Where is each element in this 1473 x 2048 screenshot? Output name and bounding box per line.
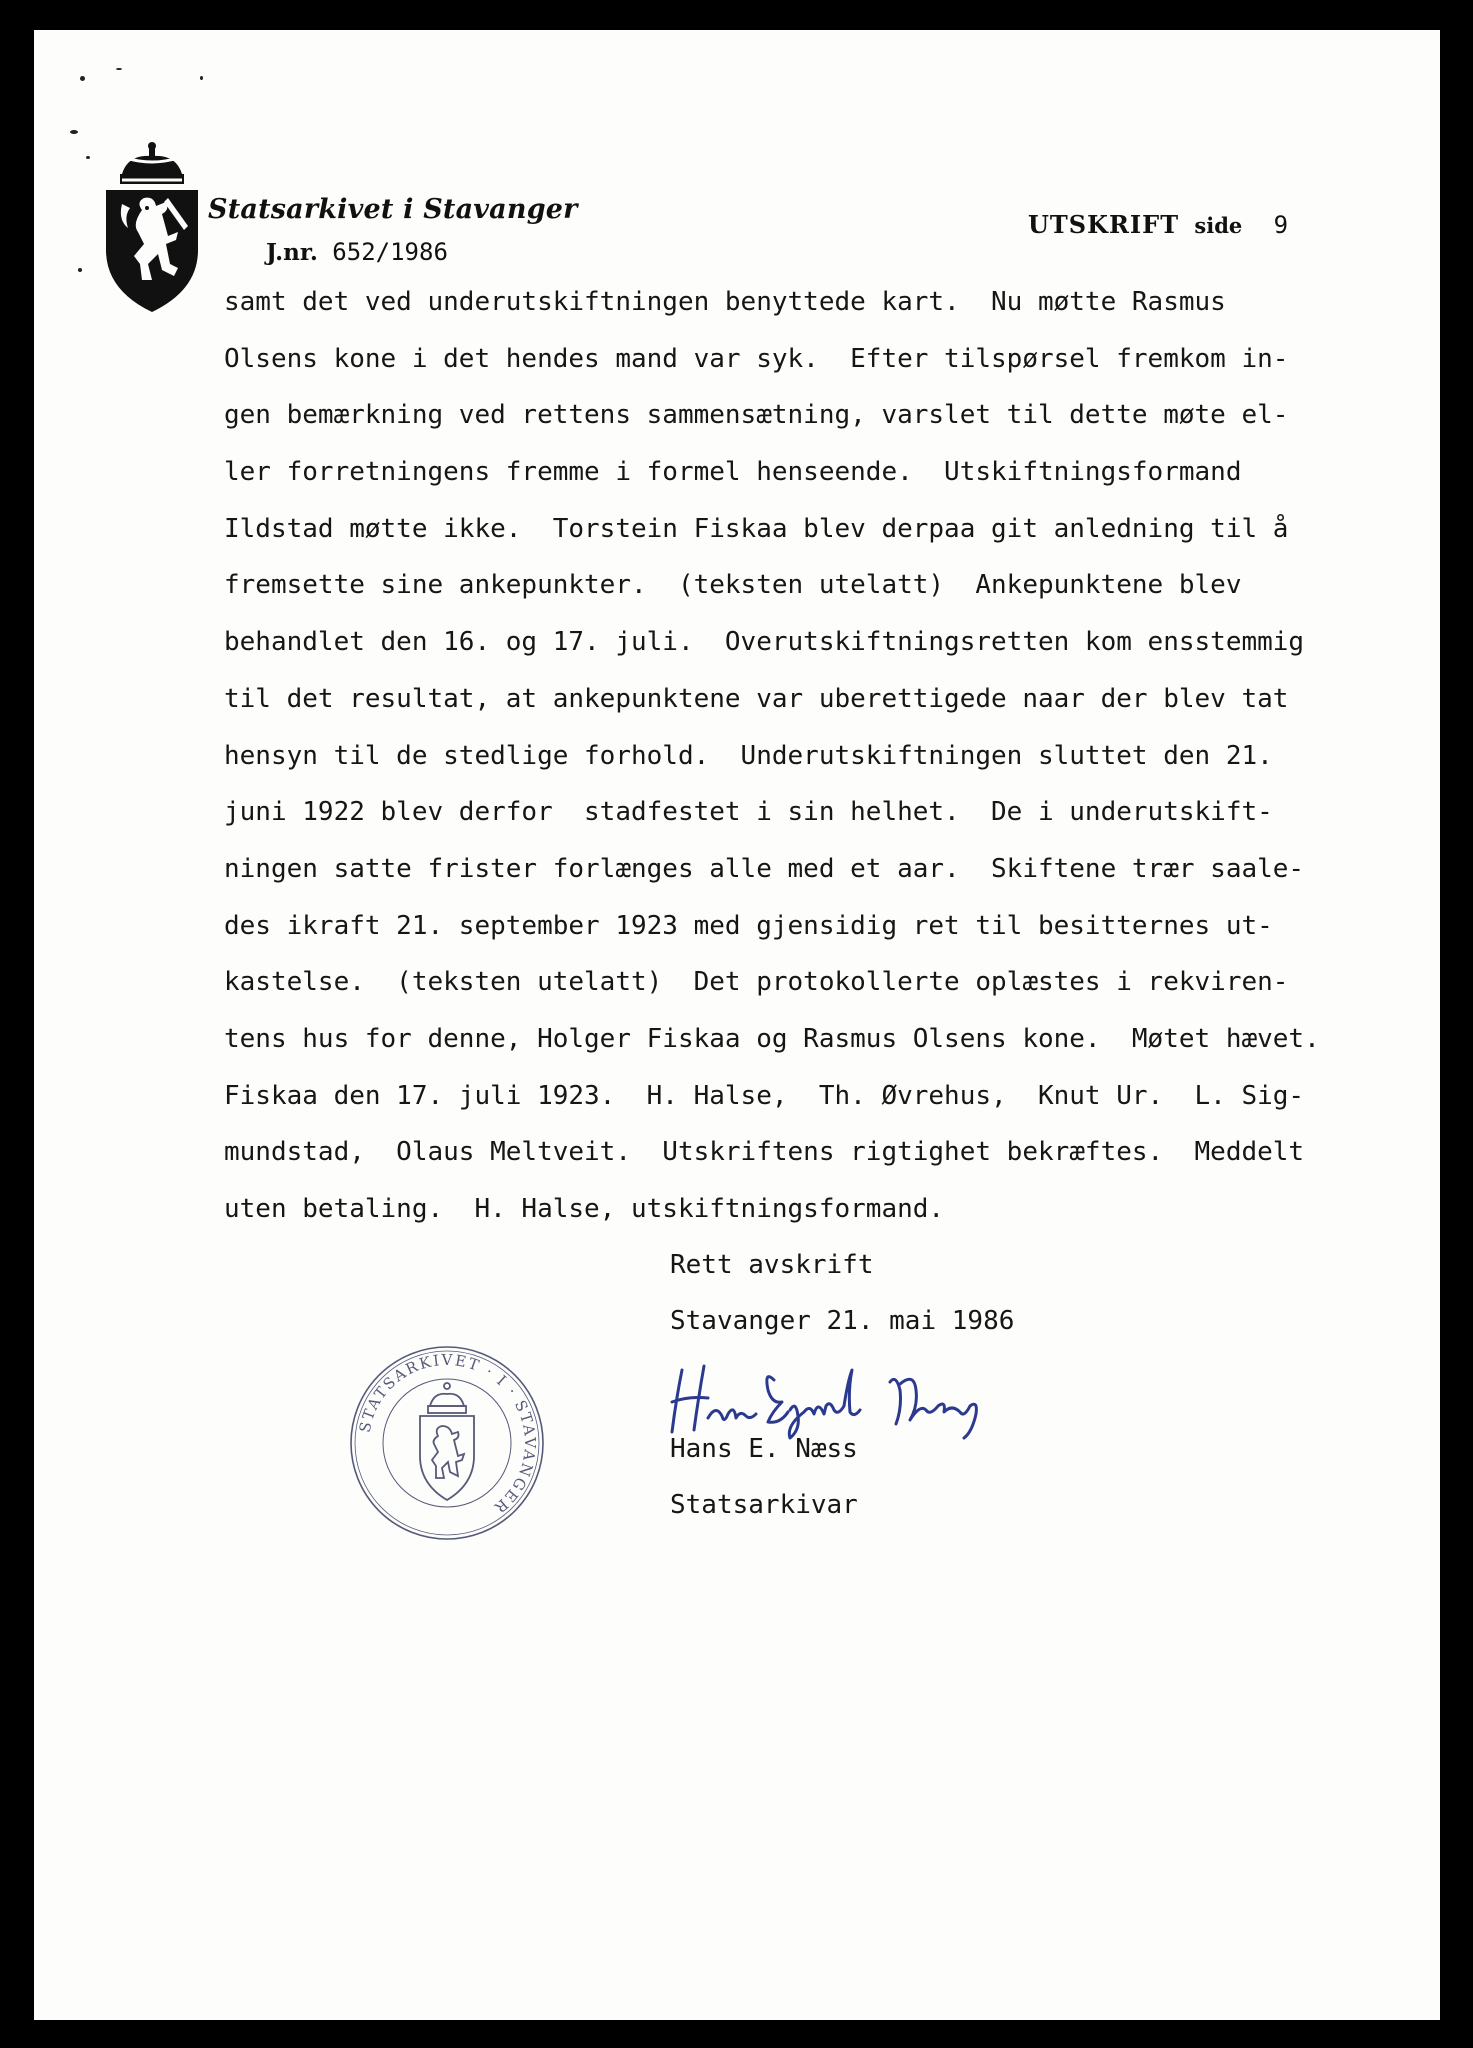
body-line: ler forretningens fremme i formel henseende. Utskiftningsformand <box>224 457 1242 488</box>
typewritten-body <box>224 282 1320 1246</box>
page-number: 9 <box>1273 211 1290 239</box>
norwegian-coat-of-arms-icon <box>92 140 212 320</box>
body-line: des ikraft 21. september 1923 med gjensidig ret til besitternes ut- <box>224 910 1273 941</box>
archive-seal-stamp <box>348 1344 546 1542</box>
body-line: gen bemærkning ved rettens sammensætning, varslet til dette møte el- <box>224 400 1289 431</box>
scan-speck <box>200 76 203 80</box>
journal-number <box>266 238 448 266</box>
body-line: behandlet den 16. og 17. juli. Overutskiftningsretten kom ensstemmig <box>224 627 1305 658</box>
scan-speck <box>116 68 122 70</box>
institution-name: Statsarkivet i Stavanger <box>208 194 578 225</box>
handwritten-signature <box>664 1360 1036 1440</box>
body-line: hensyn til de stedlige forhold. Underutskiftningen sluttet den 21. <box>224 740 1273 771</box>
body-line: Fiskaa den 17. juli 1923. H. Halse, Th. Øvrehus, Knut Ur. L. Sig- <box>224 1080 1305 1111</box>
place-date-line: Stavanger 21. mai 1986 <box>670 1306 1015 1336</box>
body-line: samt det ved underutskiftningen benyttede kart. Nu møtte Rasmus <box>224 287 1226 317</box>
body-line: uten betaling. H. Halse, utskiftningsformand. <box>224 1194 945 1224</box>
scan-speck <box>86 156 90 159</box>
seal-text: STATSARKIVET · I · STAVANGER <box>355 1350 540 1518</box>
body-line: juni 1922 blev derfor stadfestet i sin helhet. De i underutskift- <box>224 797 1273 828</box>
body-line: Olsens kone i det hendes mand var syk. Efter tilspørsel fremkom in- <box>224 343 1289 374</box>
page-word: side <box>1194 213 1243 238</box>
journal-label: J.nr. <box>266 239 318 266</box>
signatory-title: Statsarkivar <box>670 1490 858 1520</box>
body-line: mundstad, Olaus Meltveit. Utskriftens rigtighet bekræftes. Meddelt <box>224 1137 1305 1168</box>
journal-number-value: 652/1986 <box>332 238 448 266</box>
body-line: Ildstad møtte ikke. Torstein Fiskaa blev derpaa git anledning til å <box>224 513 1289 544</box>
body-line: fremsette sine ankepunkter. (teksten utelatt) Ankepunktene blev <box>224 570 1242 601</box>
document-type-header <box>1028 210 1289 239</box>
certification-line: Rett avskrift <box>670 1250 874 1280</box>
scan-speck <box>78 268 82 272</box>
body-line: kastelse. (teksten utelatt) Det protokollerte oplæstes i rekviren- <box>224 967 1289 998</box>
signatory-name: Hans E. Næss <box>670 1434 858 1464</box>
scan-speck <box>70 130 78 134</box>
scan-speck <box>80 76 85 81</box>
body-line: tens hus for denne, Holger Fiskaa og Rasmus Olsens kone. Møtet hævet. <box>224 1023 1320 1054</box>
body-line: ningen satte frister forlænges alle med et aar. Skiftene trær saale- <box>224 853 1305 884</box>
document-type: UTSKRIFT <box>1028 210 1180 239</box>
body-line: til det resultat, at ankepunktene var uberettigede naar der blev tat <box>224 683 1289 714</box>
